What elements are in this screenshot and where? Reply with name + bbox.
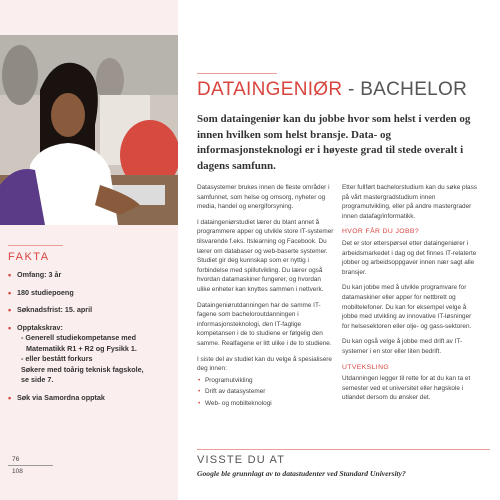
intro-paragraph: Som dataingeniør kan du jobbe hvor som helst i verden og innen hvilken som helst bransje. Data- og informasjonsteknologi er i høyeste grad til stede overalt i dagens samfunn.	[197, 113, 471, 172]
list-item: • Drift av datasystemer	[205, 387, 335, 397]
fakta-list	[8, 270, 173, 410]
paragraph: Dataingeniørutdanningen har de samme IT-fagene som bacheloroutdanningen i informasjonsteknologi, den IT-faglige kompetansen i de to studiene er følgelig den samme. Realfagene er litt ulike i de to studiene.	[197, 301, 332, 347]
fakta-item-text: 180 studiepoeng	[17, 287, 74, 297]
fakta-subitem: se side 7.	[21, 375, 54, 384]
paragraph: Det er stor etterspørsel etter dataingeniører i arbeidsmarkedet i dag og det finnes IT-relaterte jobber og arbeidsoppgaver innen nær sagt alle bransjer.	[342, 239, 477, 276]
body-column-left	[197, 183, 335, 410]
visste-text: Google ble grunnlagt av to datastudenter ved Standard University?	[197, 469, 406, 478]
left-sidebar	[0, 0, 178, 500]
fakta-item-text: Søknadsfrist: 15. april	[17, 305, 93, 314]
paragraph: I siste del av studiet kan du velge å spesialisere deg innen:	[197, 355, 332, 373]
list-item: • Programutvikling	[205, 376, 335, 386]
title-divider	[197, 73, 277, 74]
subheading-jobs: HVOR FÅR DU JOBB?	[342, 228, 420, 236]
paragraph: Utdanningen legger til rette for at du kan ta et semester ved et universitet eller høgskole i utlandet dersom du ønsker det.	[342, 375, 471, 402]
title-main: DATAINGENIØR	[197, 79, 343, 100]
student-photo	[0, 35, 178, 225]
paragraph: Etter fullført bachelorstudium kan du søke plass på vårt mastergradstudium innen programutvikling, eller på andre mastergrader innen datafag/informatikk.	[342, 184, 477, 220]
fakta-item-text: Søk via Samordna opptak	[17, 392, 105, 402]
paragraph: Datasystemer brukes innen de fleste områder i samfunnet, som helse og omsorg, nyheter og media, handel og energiforsyning.	[197, 184, 330, 211]
fakta-divider	[8, 245, 63, 246]
fakta-item	[8, 288, 173, 299]
fakta-heading: FAKTA	[8, 251, 50, 263]
page-title	[197, 79, 467, 101]
paragraph: Du kan jobbe med å utvikle programvare for datamaskiner eller apper for nettbrett og mobiltelefoner. Du kan for eksempel velge å jobbe med utvikling av innovative IT-løsninger for helsesektoren eller olje- og gass-sektoren.	[342, 284, 472, 330]
fakta-item	[8, 305, 173, 316]
fakta-subitem: Matematikk R1 + R2 og Fysikk 1.	[26, 343, 137, 353]
fakta-subitem: - Generell studiekompetanse med	[21, 333, 137, 342]
body-column-right	[342, 183, 480, 409]
page-number-top: 76	[12, 456, 20, 463]
title-subtitle: BACHELOR	[360, 79, 468, 100]
page-number-bottom: 108	[12, 468, 23, 475]
fakta-item-text: Opptakskrav:	[17, 322, 63, 332]
fakta-item	[8, 323, 173, 386]
visste-heading: VISSTE DU AT	[197, 454, 286, 466]
title-separator: -	[342, 79, 361, 100]
page-number-divider	[8, 465, 53, 466]
fakta-item-text: Omfang: 3 år	[17, 270, 62, 279]
fakta-item	[8, 270, 173, 281]
specialization-list	[197, 376, 335, 409]
paragraph: I dataingeniørstudiet lærer du blant annet å programmere apper og utvikle store IT-systemer tilsvarende f.eks. Itslearning og Facebook. Du lærer om databaser og web-baserte systemer. Studiet gir deg kunnskap som er nyttig i forbindelse med spillutvikling. Du lærer også hvordan datamaskiner fungerer, og hvordan ulike enheter kan knyttes sammen i nettverk.	[197, 218, 334, 293]
fakta-subitem: - eller bestått forkurs	[21, 354, 93, 363]
fakta-item	[8, 393, 173, 404]
list-item: • Web- og mobilteknologi	[205, 399, 335, 409]
subheading-exchange: UTVEKSLING	[342, 363, 390, 371]
visste-divider	[197, 449, 490, 450]
fakta-subitem: Søkere med toårig teknisk fagskole,	[21, 364, 144, 374]
paragraph: Du kan også velge å jobbe med drift av IT-systemer i en stor eller liten bedrift.	[342, 338, 463, 355]
